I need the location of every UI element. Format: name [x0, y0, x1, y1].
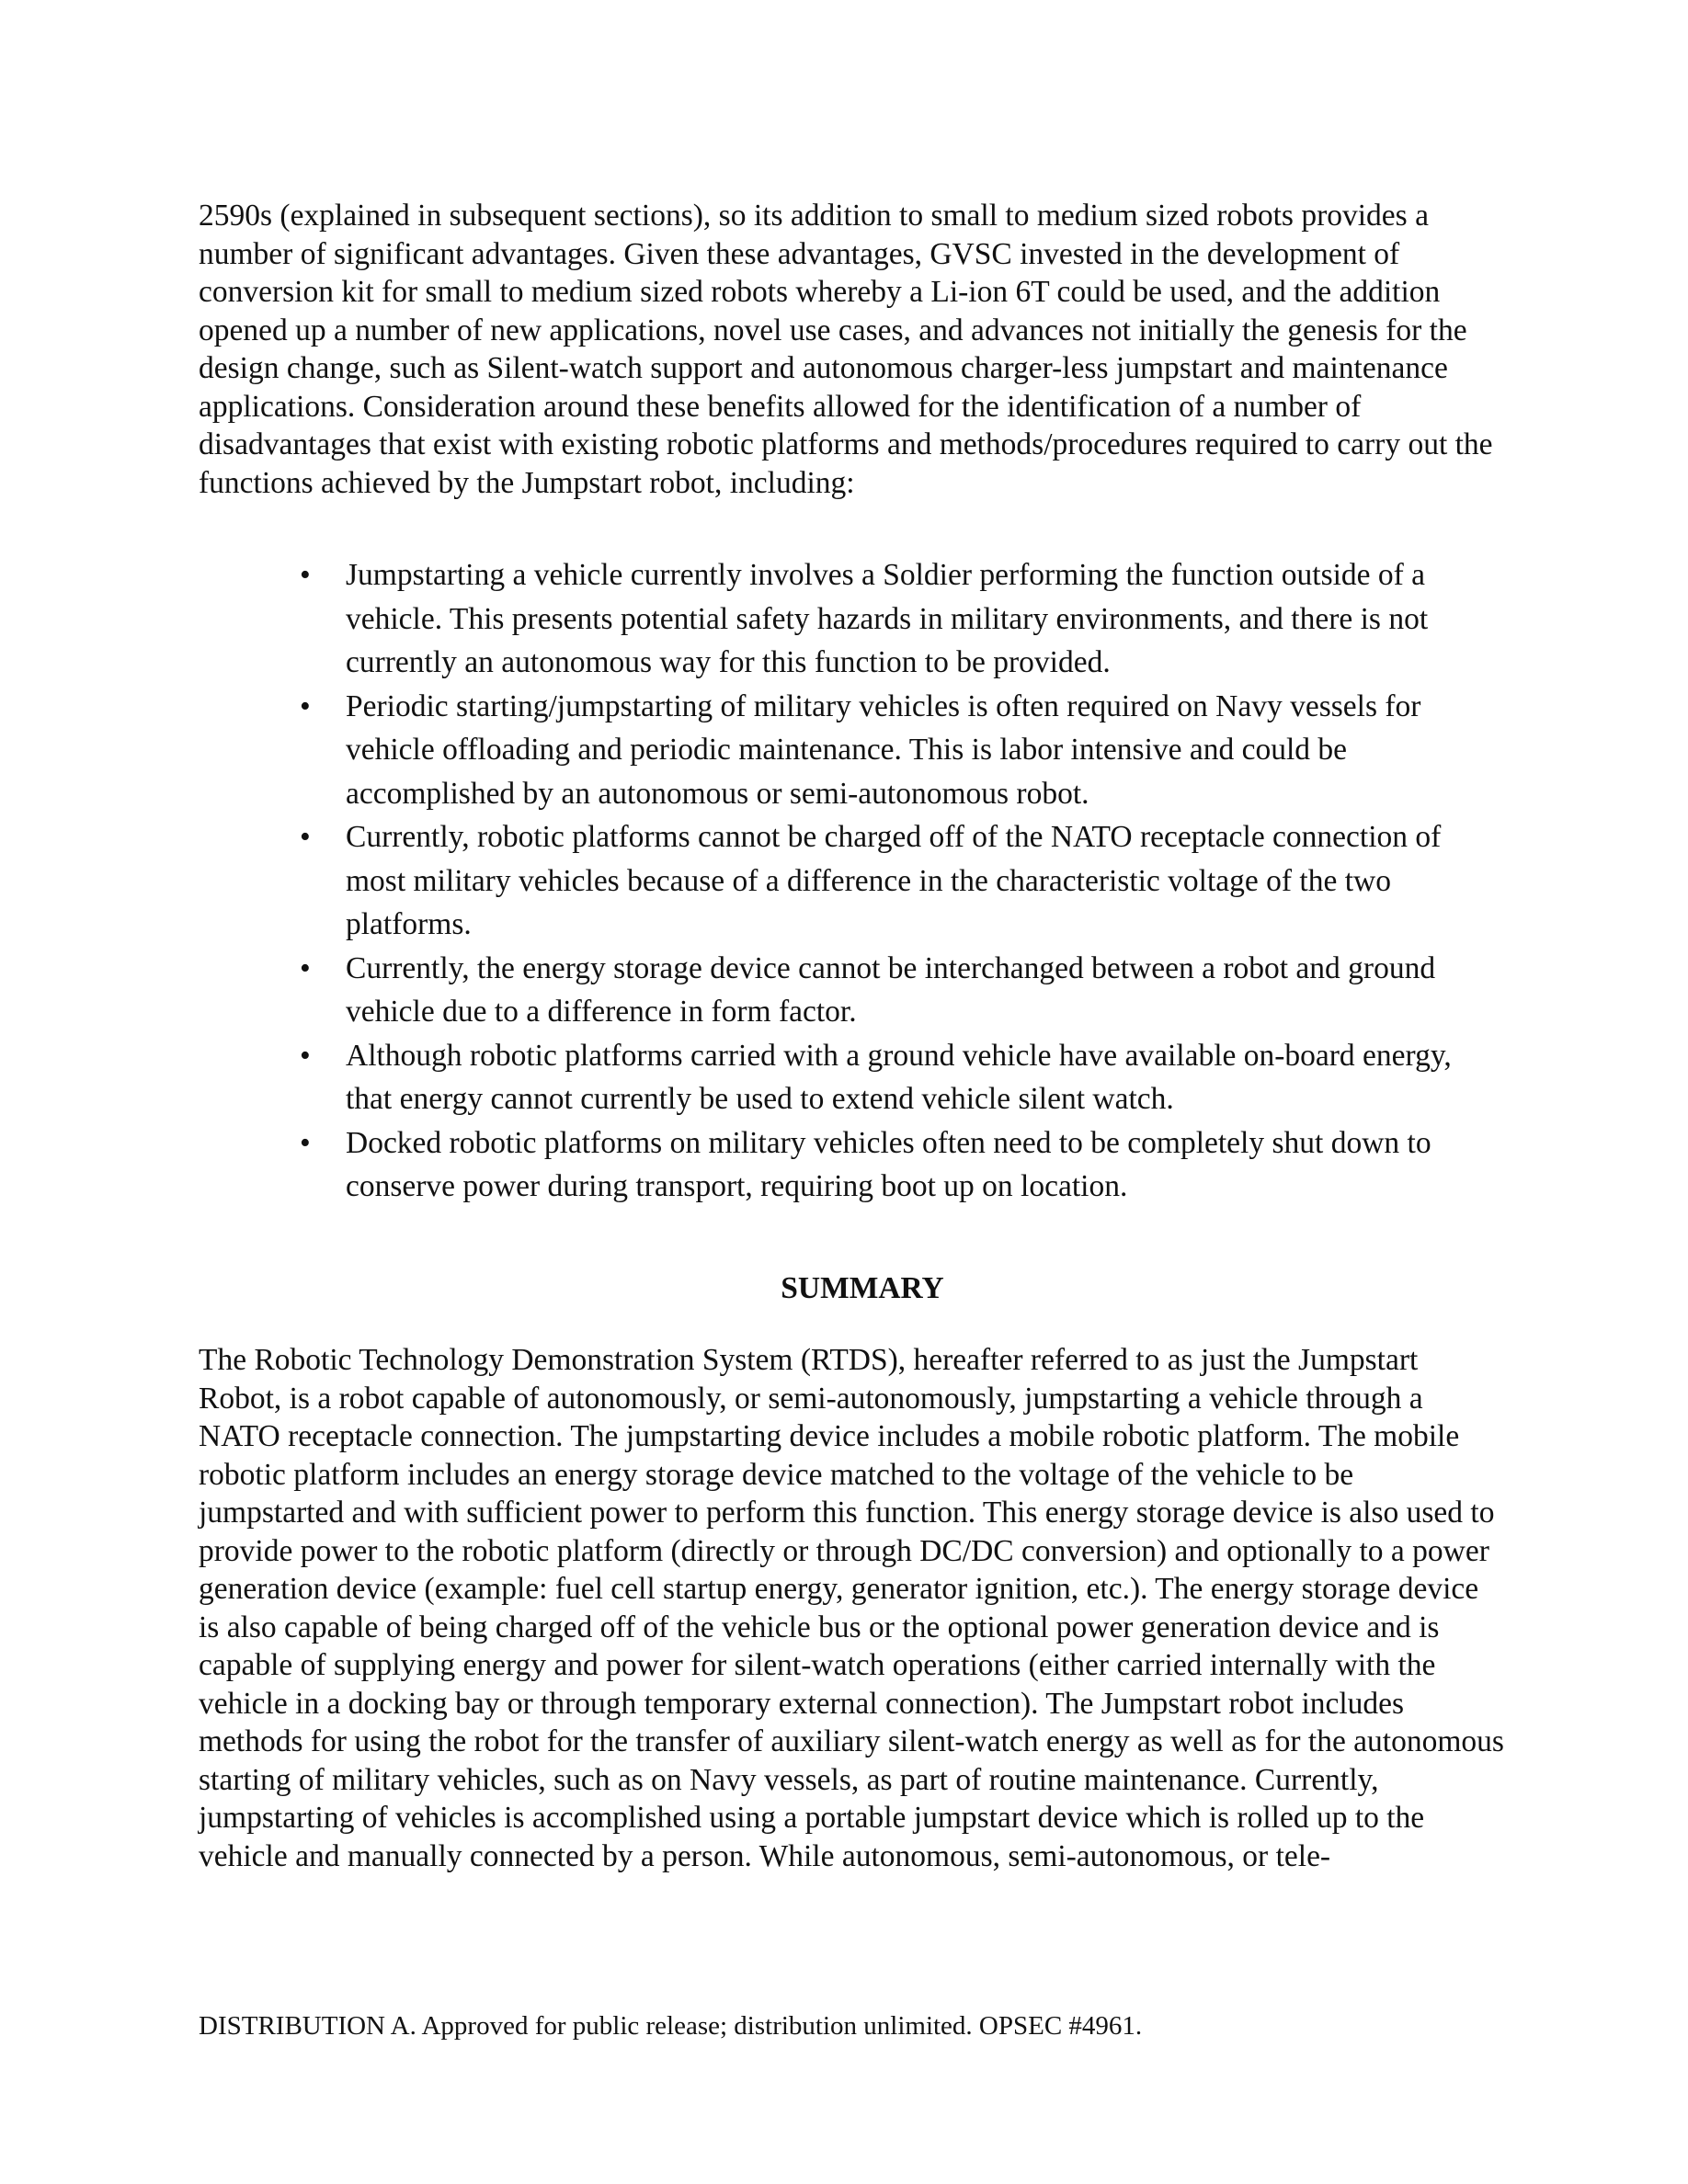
list-item-text: Docked robotic platforms on military vehicles often need to be completely shut down to conserve power during transport, requiring boot up on location.	[346, 1125, 1431, 1203]
list-item	[300, 947, 1504, 1034]
intro-paragraph: 2590s (explained in subsequent sections), so its addition to small to medium sized robots provides a number of significant advantages. Given these advantages, GVSC invested in the development of conversion kit for small to medium sized robots whereby a Li-ion 6T could be used, and the addition opened up a number of new applications, novel use cases, and advances not initially the genesis for the design change, such as Silent-watch support and autonomous charger-less jumpstart and maintenance applications. Consideration around these benefits allowed for the identification of a number of disadvantages that exist with existing robotic platforms and methods/procedures required to carry out the functions achieved by the Jumpstart robot, including:	[199, 199, 1493, 500]
bullet-icon: •	[300, 950, 311, 985]
bullet-icon: •	[300, 688, 311, 723]
disadvantages-list	[199, 553, 1504, 1209]
distribution-footer: DISTRIBUTION A. Approved for public release; distribution unlimited. OPSEC #4961.	[199, 2011, 1143, 2041]
list-item	[300, 1034, 1504, 1121]
list-item	[300, 553, 1504, 685]
list-item-text: Periodic starting/jumpstarting of military vehicles is often required on Navy vessels for vehicle offloading and periodic maintenance. This is labor intensive and could be accomplished by an autonomous or semi-autonomous robot.	[346, 688, 1421, 811]
bullet-icon: •	[300, 1038, 311, 1073]
bullet-icon: •	[300, 820, 311, 854]
summary-heading: SUMMARY	[781, 1270, 944, 1305]
list-item-text: Currently, robotic platforms cannot be charged off of the NATO receptacle connection of most military vehicles because of a difference in the characteristic voltage of the two platforms.	[346, 820, 1442, 941]
list-item-text: Although robotic platforms carried with a ground vehicle have available on-board energy, that energy cannot currently be used to extend vehicle silent watch.	[346, 1038, 1452, 1116]
page-body	[199, 197, 1504, 1875]
list-item	[300, 1121, 1504, 1209]
list-item	[300, 815, 1504, 947]
list-item-text: Jumpstarting a vehicle currently involves a Soldier performing the function outside of a vehicle. This presents potential safety hazards in military environments, and there is not currently an autonomous way for this function to be provided.	[346, 558, 1429, 679]
list-item-text: Currently, the energy storage device cannot be interchanged between a robot and ground vehicle due to a difference in form factor.	[346, 950, 1436, 1029]
bullet-icon: •	[300, 558, 311, 592]
summary-paragraph: The Robotic Technology Demonstration System (RTDS), hereafter referred to as just the Jumpstart Robot, is a robot capable of autonomously, or semi-autonomously, jumpstarting a vehicle through a NATO receptacle connection. The jumpstarting device includes a mobile robotic platform. The mobile robotic platform includes an energy storage device matched to the voltage of the vehicle to be jumpstarted and with sufficient power to perform this function. This energy storage device is also used to provide power to the robotic platform (directly or through DC/DC conversion) and optionally to a power generation device (example: fuel cell startup energy, generator ignition, etc.). The energy storage device is also capable of being charged off of the vehicle bus or the optional power generation device and is capable of supplying energy and power for silent-watch operations (either carried internally with the vehicle in a docking bay or through temporary external connection). The Jumpstart robot includes methods for using the robot for the transfer of auxiliary silent-watch energy as well as for the autonomous starting of military vehicles, such as on Navy vessels, as part of routine maintenance. Currently, jumpstarting of vehicles is accomplished using a portable jumpstart device which is rolled up to the vehicle and manually connected by a person. While autonomous, semi-autonomous, or tele-	[199, 1343, 1504, 1873]
list-item	[300, 685, 1504, 816]
bullet-icon: •	[300, 1125, 311, 1160]
